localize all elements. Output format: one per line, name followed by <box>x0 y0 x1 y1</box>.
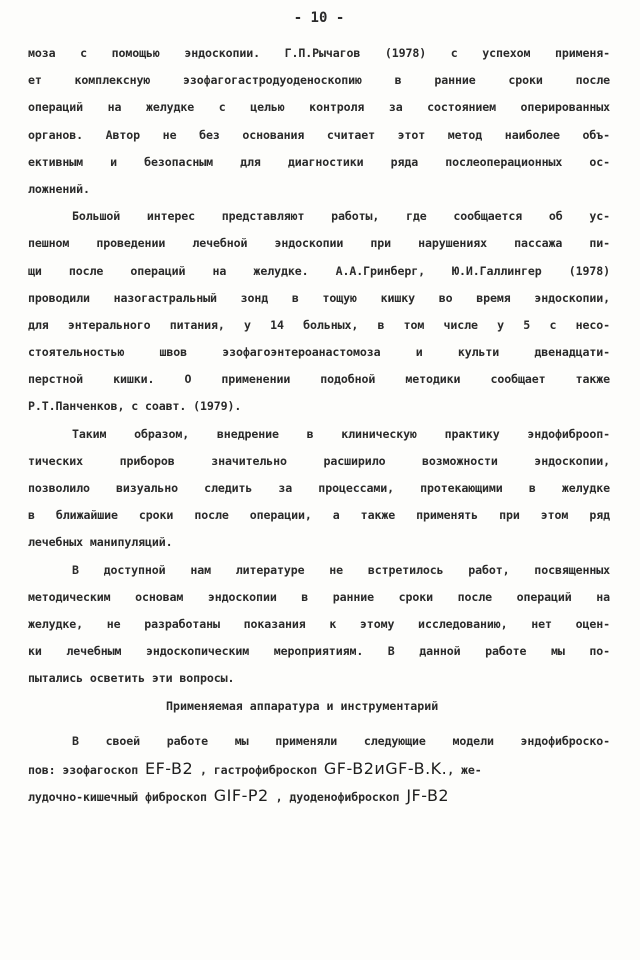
text-line: лечебных манипуляций. <box>28 535 173 550</box>
section-heading: Применяемая аппаратура и инструментарий <box>166 698 439 713</box>
text-line: Р.Т.Панченков, с соавт. (1979). <box>28 399 242 414</box>
text-line: методическим основам эндоскопии в ранние сроки после операций на <box>28 589 610 604</box>
paragraph-5 <box>28 728 610 810</box>
text-line: позволило визуально следить за процессами, протекающими в желудке <box>28 481 610 495</box>
handwritten-model-jf-b2: JF-B2 <box>406 786 450 806</box>
text-line: ложнений. <box>28 181 90 196</box>
handwritten-model-ef-b2: EF-B2 <box>144 758 194 778</box>
handwritten-model-gif-p2: GIF-P2 <box>213 786 269 806</box>
text-line: органов. Автор не без основания считает этот метод наиболее объ- <box>28 127 610 142</box>
text-line: тических приборов значительно расширило возможности эндоскопии, <box>28 453 610 468</box>
text-line: в ближайшие сроки после операции, а также применять при этом ряд <box>28 508 610 523</box>
text-line: операций на желудке с целью контроля за состоянием оперированных <box>28 100 610 115</box>
paragraph-1 <box>28 40 610 203</box>
text-segment: лудочно-кишечный фиброскоп <box>28 790 207 805</box>
handwritten-model-gf-bk: GF-B.K. <box>385 758 448 778</box>
text-line: пытались осветить эти вопросы. <box>28 671 235 686</box>
text-line: В своей работе мы применяли следующие модели эндофиброско- <box>72 733 610 748</box>
text-line: ет комплексную эзофагогастродуоденоскопию в ранние сроки после <box>28 73 610 88</box>
text-line: моза с помощью эндоскопии. Г.П.Рычагов (1978) с успехом применя- <box>28 46 610 60</box>
paragraph-2 <box>28 203 610 421</box>
paragraph-3 <box>28 421 610 557</box>
text-line: стоятельностью швов эзофагоэнтероанастомоза и культи двенадцати- <box>28 345 610 360</box>
text-segment: пов: эзофагоскоп <box>28 762 139 777</box>
text-line-with-handwriting <box>28 755 610 782</box>
text-segment: , дуоденофиброскоп <box>275 790 400 805</box>
text-line: перстной кишки. О применении подобной методики сообщает также <box>28 372 610 387</box>
handwritten-model-gf-b2: GF-B2 <box>323 758 375 778</box>
text-line: проводили назогастральный зонд в тощую кишку во время эндоскопии, <box>28 290 610 305</box>
text-line: Таким образом, внедрение в клиническую практику эндофиброоп- <box>72 426 610 441</box>
text-line: для энтерального питания, у 14 больных, в том числе у 5 с несо- <box>28 317 610 332</box>
text-line: пешном проведении лечебной эндоскопии при нарушениях пассажа пи- <box>28 236 610 251</box>
text-line: щи после операций на желудке. А.А.Гринберг, Ю.И.Галлингер (1978) <box>28 263 610 278</box>
text-segment: , гастрофиброскоп <box>200 762 318 777</box>
handwritten-conjunction: и <box>374 758 386 778</box>
text-line: В доступной нам литературе не встретилось работ, посвященных <box>72 562 610 577</box>
paragraph-4 <box>28 557 610 693</box>
text-line: ективным и безопасным для диагностики ряда послеоперационных ос- <box>28 154 610 169</box>
text-segment: , же- <box>447 762 482 777</box>
page-number: - 10 - <box>293 10 345 26</box>
text-line: желудке, не разработаны показания к этому исследованию, нет оцен- <box>28 616 610 631</box>
text-line: Большой интерес представляют работы, где сообщается об ус- <box>72 209 610 224</box>
text-line: ки лечебным эндоскопическим мероприятиям. В данной работе мы по- <box>28 644 610 659</box>
text-line-with-handwriting <box>28 782 610 809</box>
